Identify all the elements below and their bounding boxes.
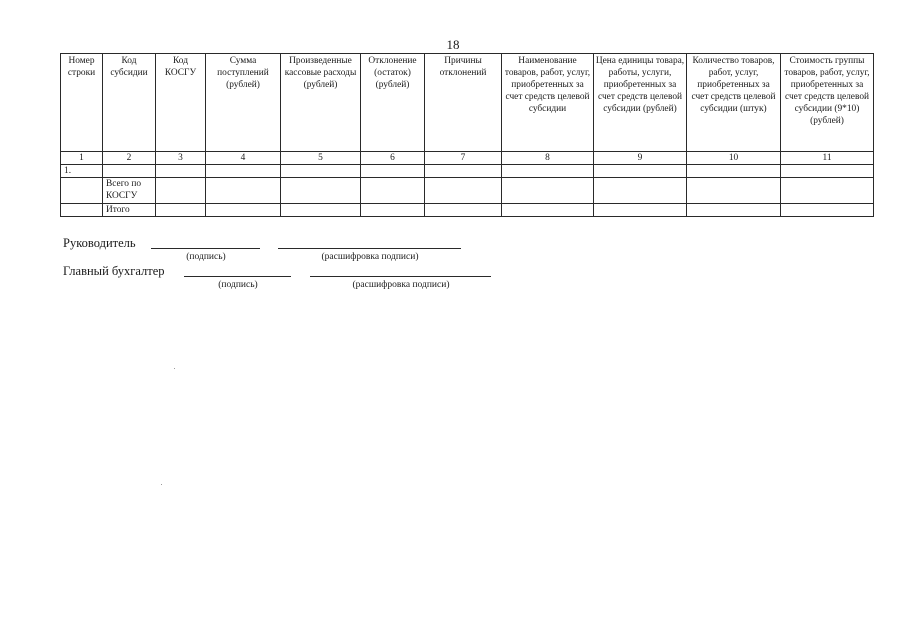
table-cell [206,165,281,178]
table-cell [594,204,687,217]
page-number: 18 [446,37,460,52]
header-deviation-reasons: Причины отклонений [425,54,502,152]
header-unit-price: Цена единицы товара, работы, услуги, приобретенных за счет средств целевой субсидии (рублей) [594,54,687,152]
table-cell [687,178,781,204]
table-cell [206,204,281,217]
row-number-cell [61,204,103,217]
header-row-number: Номер строки [61,54,103,152]
header-subsidy-code: Код субсидии [103,54,156,152]
table-cell [594,178,687,204]
head-signature-line [151,248,260,249]
table-cell [156,204,206,217]
head-title: Руководитель [63,236,136,250]
column-number: 9 [594,152,687,165]
header-deviation: Отклонение (остаток) (рублей) [361,54,425,152]
table-cell [206,178,281,204]
table-cell [687,204,781,217]
column-number: 10 [687,152,781,165]
scan-speck [161,484,162,485]
table-cell [425,178,502,204]
column-number: 3 [156,152,206,165]
row-label-grand-total: Итого [103,204,156,217]
column-number: 8 [502,152,594,165]
scan-speck [174,368,175,369]
head-decoding-line [278,248,461,249]
header-quantity: Количество товаров, работ, услуг, приобретенных за счет средств целевой субсидии (штук) [687,54,781,152]
table-cell [425,165,502,178]
column-number: 6 [361,152,425,165]
column-number: 5 [281,152,361,165]
table-row [61,165,874,178]
table-row [61,178,874,204]
column-numbers-row [61,152,874,165]
row-number-cell [61,178,103,204]
table-cell [781,165,874,178]
table-cell [361,178,425,204]
table-cell [502,178,594,204]
table-cell [594,165,687,178]
chief-accountant-signature-line [184,276,291,277]
table-cell [687,165,781,178]
header-kosgu-code: Код КОСГУ [156,54,206,152]
table-cell [156,178,206,204]
head-decoding-caption: (расшифровка подписи) [321,252,419,262]
subsidy-report-table [60,53,874,217]
header-receipts-amount: Сумма поступлений (рублей) [206,54,281,152]
chief-accountant-decoding-caption: (расшифровка подписи) [352,280,450,290]
table-cell [156,165,206,178]
header-cash-expenses: Произведенные кассовые расходы (рублей) [281,54,361,152]
column-number: 2 [103,152,156,165]
table-cell [361,165,425,178]
table-cell [502,165,594,178]
table-cell [281,204,361,217]
header-goods-name: Наименование товаров, работ, услуг, приобретенных за счет средств целевой субсидии [502,54,594,152]
row-label-kosgu-total: Всего по КОСГУ [103,178,156,204]
table-cell [781,178,874,204]
chief-accountant-signature-caption: (подпись) [218,280,258,290]
table-row [61,204,874,217]
row-number-cell: 1. [61,165,103,178]
table-cell [361,204,425,217]
column-number: 11 [781,152,874,165]
table-cell [502,204,594,217]
table-cell [781,204,874,217]
head-signature-caption: (подпись) [186,252,226,262]
column-number: 4 [206,152,281,165]
table-cell [281,178,361,204]
column-number: 7 [425,152,502,165]
table-cell [281,165,361,178]
header-row [61,54,874,152]
table-cell [425,204,502,217]
header-group-cost: Стоимость группы товаров, работ, услуг, приобретенных за счет средств целевой субсидии (9*10) (рублей) [781,54,874,152]
column-number: 1 [61,152,103,165]
chief-accountant-decoding-line [310,276,491,277]
table-cell [103,165,156,178]
chief-accountant-title: Главный бухгалтер [63,264,165,278]
